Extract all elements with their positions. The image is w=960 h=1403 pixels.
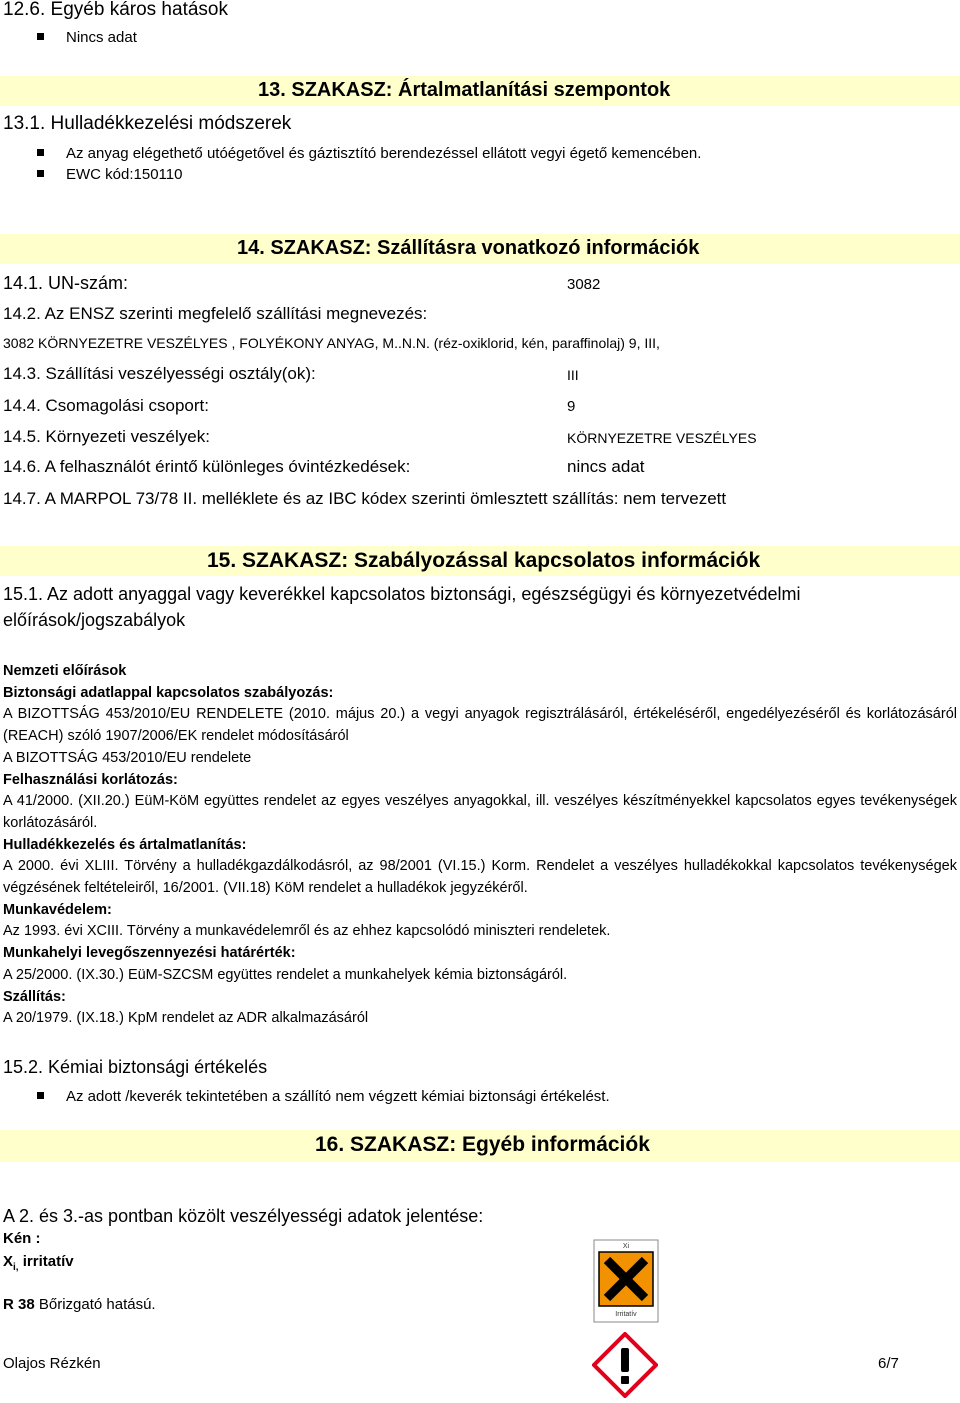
square-bullet-icon [37,170,44,177]
section-15-title: 15. SZAKASZ: Szabályozással kapcsolatos információk [207,549,761,572]
un-number-value: 3082 [567,276,601,293]
square-bullet-icon [37,33,44,40]
section-15-2-heading: 15.2. Kémiai biztonsági értékelés [3,1057,268,1077]
section-12-6-heading: 12.6. Egyéb káros hatások [3,0,228,20]
r-phrase: R 38 Bőrizgató hatású. [3,1296,156,1313]
regulations-block [3,661,957,1030]
work-safety-text: Az 1993. évi XCIII. Törvény a munkavédelemről és az ehhez kapcsolódó miniszteri rendeletek. [3,923,611,940]
list-item: EWC kód:150110 [37,166,182,183]
footer-page-number: 6/7 [878,1355,899,1372]
transport-class-label: 14.3. Szállítási veszélyességi osztály(ok): [3,364,316,383]
exclamation-mark-icon [592,1332,658,1398]
ghs-exclamation-pictogram [592,1332,658,1398]
sds-regulation-label: Biztonsági adatlappal kapcsolatos szabályozás: [3,684,334,701]
substance-label: Kén : [3,1230,41,1247]
section-13-1-heading: 13.1. Hulladékkezelési módszerek [3,113,292,134]
precautions-value: nincs adat [567,457,645,476]
work-safety-label: Munkavédelem: [3,901,112,918]
list-item: Az adott /keverék tekintetében a szállító nem végzett kémiai biztonsági értékelést. [37,1088,610,1105]
transport-class-value: III [567,367,579,383]
precautions-label: 14.6. A felhasználót érintő különleges óvintézkedések: [3,457,411,476]
section-14-title: 14. SZAKASZ: Szállításra vonatkozó információk [237,237,700,259]
section-13-title: 13. SZAKASZ: Ártalmatlanítási szempontok [258,79,671,101]
environmental-hazards-label: 14.5. Környezeti veszélyek: [3,427,210,446]
un-number-label: 14.1. UN-szám: [3,273,129,293]
sds-regulation-text-2: A BIZOTTSÁG 453/2010/EU rendelete [3,749,252,766]
use-restriction-text: A 41/2000. (XII.20.) EüM-KöM együttes rendelet az egyes veszélyes anyagokkal, ill. veszélyes készítményekkel kapcsolatos egyes tevékenységek korlátozásáról. [3,793,957,831]
use-restriction-label: Felhasználási korlátozás: [3,771,178,788]
list-item: Nincs adat [37,29,137,46]
section-15-1-heading-line2: előírások/jogszabályok [3,610,186,630]
list-item: Az anyag elégethető utóégetővel és gáztisztító berendezéssel ellátott vegyi égető kemencében. [37,145,701,162]
un-number-row [3,273,128,294]
packing-group-label: 14.4. Csomagolási csoport: [3,396,209,415]
square-bullet-icon [37,1092,44,1099]
section-16-title: 16. SZAKASZ: Egyéb információk [315,1133,650,1156]
xi-irritant-pictogram [591,1237,661,1325]
footer-author: Olajos Rézkén [3,1355,101,1372]
environmental-hazards-value: KÖRNYEZETRE VESZÉLYES [567,430,757,446]
transport-label: Szállítás: [3,988,66,1005]
shipping-name-value: 3082 KÖRNYEZETRE VESZÉLYES , FOLYÉKONY ANYAG, M..N.N. (réz-oxiklorid, kén, paraffinolaj) 9, III, [3,335,660,351]
air-limit-text: A 25/2000. (IX.30.) EüM-SZCSM együttes rendelet a munkahelyek kémia biztonságáról. [3,966,568,983]
svg-text:Xi: Xi [622,1243,630,1250]
xi-irritant-icon [591,1237,661,1325]
sds-regulation-text: A BIZOTTSÁG 453/2010/EU RENDELETE (2010. május 20.) a vegyi anyagok regisztrálásáról, értékeléséről, engedélyezéséről és korlátozásáról (REACH) szóló 1907/2006/EK rendelet módosításáról [3,706,957,745]
transport-text: A 20/1979. (IX.18.) KpM rendelet az ADR alkalmazásáról [3,1010,369,1027]
section-15-1-heading-line1: 15.1. Az adott anyaggal vagy keverékkel kapcsolatos biztonsági, egészségügyi és környezetvédelmi [3,584,801,604]
waste-text: A 2000. évi XLIII. Törvény a hulladékgazdálkodásról, az 98/2001 (VI.15.) Korm. Rendelet a veszélyes hulladékokkal kapcsolatos tevékenységek végzésének feltételeiről, 16/2001. (VII.18) KöM rendelet a hulladékok jegyzékéről. [3,858,957,897]
shipping-name-label: 14.2. Az ENSZ szerinti megfelelő szállítási megnevezés: [3,304,428,323]
hazard-data-intro: A 2. és 3.-as pontban közölt veszélyességi adatok jelentése: [3,1206,484,1226]
xi-classification: $X_{i,}$ irritatív [3,1253,74,1273]
waste-label: Hulladékkezelés és ártalmatlanítás: [3,836,247,853]
air-limit-label: Munkahelyi levegőszennyezési határérték: [3,945,296,962]
square-bullet-icon [37,149,44,156]
marpol-line: 14.7. A MARPOL 73/78 II. melléklete és az IBC kódex szerinti ömlesztett szállítás: nem tervezett [3,489,727,508]
packing-group-value: 9 [567,398,576,415]
national-regulations-heading: Nemzeti előírások [3,663,127,679]
svg-text:Irritatív: Irritatív [615,1311,637,1318]
